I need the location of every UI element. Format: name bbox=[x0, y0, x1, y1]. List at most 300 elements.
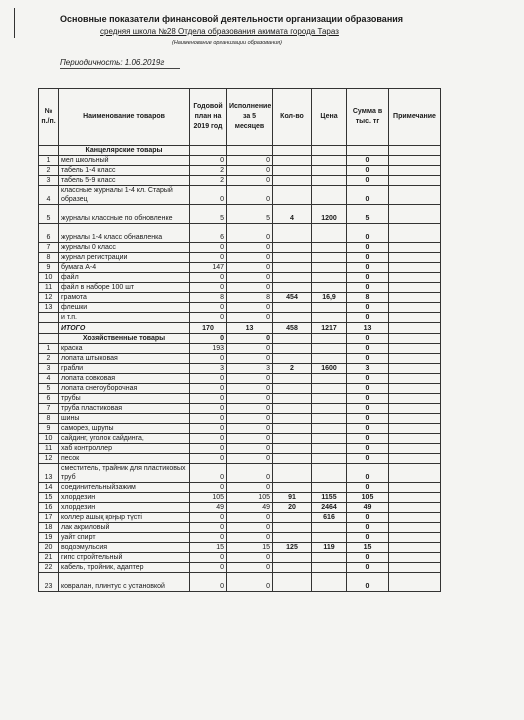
table-row bbox=[39, 483, 441, 493]
row-number: 13 bbox=[39, 303, 59, 313]
row-price bbox=[312, 253, 347, 263]
table-row bbox=[39, 424, 441, 434]
row-price bbox=[312, 563, 347, 573]
row-price bbox=[312, 483, 347, 493]
row-price bbox=[312, 156, 347, 166]
row-price bbox=[312, 573, 347, 592]
row-qty bbox=[273, 384, 312, 394]
row-note bbox=[389, 263, 441, 273]
row-number: 2 bbox=[39, 354, 59, 364]
scan-edge-line bbox=[14, 8, 15, 38]
table-row bbox=[39, 454, 441, 464]
row-plan: 0 bbox=[190, 414, 227, 424]
row-plan: 0 bbox=[190, 563, 227, 573]
row-item-name: журналы классные по обновленке bbox=[59, 205, 190, 224]
table-row bbox=[39, 374, 441, 384]
row-qty: 454 bbox=[273, 293, 312, 303]
total-row bbox=[39, 323, 441, 334]
row-item-name: грамота bbox=[59, 293, 190, 303]
row-sum: 0 bbox=[347, 224, 389, 243]
row-exec: 0 bbox=[227, 394, 273, 404]
row-plan: 0 bbox=[190, 533, 227, 543]
row-price bbox=[312, 166, 347, 176]
row-sum: 49 bbox=[347, 503, 389, 513]
row-note bbox=[389, 166, 441, 176]
row-qty bbox=[273, 374, 312, 384]
row-qty bbox=[273, 354, 312, 364]
row-note bbox=[389, 374, 441, 384]
row-exec: 0 bbox=[227, 404, 273, 414]
row-sum: 0 bbox=[347, 434, 389, 444]
table-row bbox=[39, 176, 441, 186]
row-note bbox=[389, 313, 441, 323]
row-qty bbox=[273, 414, 312, 424]
row-qty bbox=[273, 573, 312, 592]
row-plan: 105 bbox=[190, 493, 227, 503]
table-row bbox=[39, 293, 441, 303]
row-qty bbox=[273, 464, 312, 483]
row-exec: 105 bbox=[227, 493, 273, 503]
row-exec: 0 bbox=[227, 454, 273, 464]
row-exec: 0 bbox=[227, 224, 273, 243]
row-item-name: саморез, шрупы bbox=[59, 424, 190, 434]
col-number: № п./п. bbox=[39, 89, 59, 146]
row-exec: 0 bbox=[227, 303, 273, 313]
row-number: 19 bbox=[39, 533, 59, 543]
row-item-name: флешки bbox=[59, 303, 190, 313]
row-item-name: табель 1-4 класс bbox=[59, 166, 190, 176]
row-item-name: краска bbox=[59, 344, 190, 354]
row-qty: 91 bbox=[273, 493, 312, 503]
organization-name: средняя школа №28 Отдела образования акимата города Тараз bbox=[100, 27, 339, 36]
row-price bbox=[312, 374, 347, 384]
table-row bbox=[39, 313, 441, 323]
row-qty bbox=[273, 313, 312, 323]
table-row bbox=[39, 563, 441, 573]
row-number: 6 bbox=[39, 394, 59, 404]
row-plan: 0 bbox=[190, 186, 227, 205]
row-exec: 0 bbox=[227, 283, 273, 293]
row-sum: 0 bbox=[347, 354, 389, 364]
row-item-name: классные журналы 1-4 кл. Старый образец bbox=[59, 186, 190, 205]
row-number: 10 bbox=[39, 273, 59, 283]
row-exec: 0 bbox=[227, 313, 273, 323]
row-exec: 0 bbox=[227, 344, 273, 354]
row-price: 1155 bbox=[312, 493, 347, 503]
row-number: 9 bbox=[39, 263, 59, 273]
row-exec: 0 bbox=[227, 553, 273, 563]
row-note bbox=[389, 464, 441, 483]
row-item-name: коллер ашық қоңыр түсті bbox=[59, 513, 190, 523]
row-price bbox=[312, 414, 347, 424]
row-number: 1 bbox=[39, 156, 59, 166]
row-number: 8 bbox=[39, 414, 59, 424]
financial-table bbox=[38, 88, 441, 592]
row-exec: 3 bbox=[227, 364, 273, 374]
row-exec: 0 bbox=[227, 464, 273, 483]
row-number: 9 bbox=[39, 424, 59, 434]
section-price bbox=[312, 334, 347, 344]
row-note bbox=[389, 503, 441, 513]
row-item-name: хаб контроллер bbox=[59, 444, 190, 454]
row-note bbox=[389, 553, 441, 563]
row-item-name: песок bbox=[59, 454, 190, 464]
row-sum: 0 bbox=[347, 273, 389, 283]
row-plan: 8 bbox=[190, 293, 227, 303]
row-qty bbox=[273, 273, 312, 283]
row-price: 616 bbox=[312, 513, 347, 523]
row-plan: 49 bbox=[190, 503, 227, 513]
row-plan: 0 bbox=[190, 454, 227, 464]
row-qty bbox=[273, 283, 312, 293]
row-price bbox=[312, 523, 347, 533]
row-item-name: шины bbox=[59, 414, 190, 424]
row-price bbox=[312, 434, 347, 444]
row-note bbox=[389, 205, 441, 224]
total-plan: 170 bbox=[190, 323, 227, 334]
row-price bbox=[312, 553, 347, 563]
row-plan: 0 bbox=[190, 573, 227, 592]
total-label: ИТОГО bbox=[59, 323, 190, 334]
row-note bbox=[389, 364, 441, 374]
row-plan: 0 bbox=[190, 553, 227, 563]
row-exec: 0 bbox=[227, 523, 273, 533]
row-qty bbox=[273, 263, 312, 273]
row-number: 17 bbox=[39, 513, 59, 523]
row-note bbox=[389, 156, 441, 166]
section-number-cell bbox=[39, 334, 59, 344]
total-note bbox=[389, 323, 441, 334]
row-exec: 5 bbox=[227, 205, 273, 224]
row-exec: 0 bbox=[227, 434, 273, 444]
table-row bbox=[39, 553, 441, 563]
table-row bbox=[39, 513, 441, 523]
row-price bbox=[312, 533, 347, 543]
row-number: 1 bbox=[39, 344, 59, 354]
row-number: 20 bbox=[39, 543, 59, 553]
row-sum: 0 bbox=[347, 573, 389, 592]
total-exec: 13 bbox=[227, 323, 273, 334]
table-row bbox=[39, 344, 441, 354]
row-number: 2 bbox=[39, 166, 59, 176]
row-exec: 0 bbox=[227, 263, 273, 273]
row-exec: 0 bbox=[227, 176, 273, 186]
table-row bbox=[39, 283, 441, 293]
row-plan: 0 bbox=[190, 523, 227, 533]
section-title: Хозяйственные товары bbox=[59, 334, 190, 344]
row-plan: 0 bbox=[190, 483, 227, 493]
row-note bbox=[389, 394, 441, 404]
section-note bbox=[389, 146, 441, 156]
row-price bbox=[312, 243, 347, 253]
section-price bbox=[312, 146, 347, 156]
row-item-name: водоэмульсия bbox=[59, 543, 190, 553]
row-number: 10 bbox=[39, 434, 59, 444]
row-note bbox=[389, 354, 441, 364]
row-number: 12 bbox=[39, 293, 59, 303]
row-qty bbox=[273, 523, 312, 533]
row-item-name: лопата штыковая bbox=[59, 354, 190, 364]
row-plan: 0 bbox=[190, 283, 227, 293]
row-qty: 2 bbox=[273, 364, 312, 374]
row-exec: 0 bbox=[227, 513, 273, 523]
row-sum: 0 bbox=[347, 166, 389, 176]
table-row bbox=[39, 533, 441, 543]
row-sum: 0 bbox=[347, 394, 389, 404]
row-sum: 0 bbox=[347, 404, 389, 414]
row-qty bbox=[273, 404, 312, 414]
row-item-name: сместитель, трайник для пластиковых труб bbox=[59, 464, 190, 483]
row-item-name: гипс стройтельный bbox=[59, 553, 190, 563]
row-number bbox=[39, 313, 59, 323]
row-price bbox=[312, 384, 347, 394]
row-number: 5 bbox=[39, 384, 59, 394]
row-item-name: труба пластиковая bbox=[59, 404, 190, 414]
row-qty bbox=[273, 454, 312, 464]
row-sum: 0 bbox=[347, 533, 389, 543]
table-row bbox=[39, 186, 441, 205]
row-number: 14 bbox=[39, 483, 59, 493]
row-plan: 0 bbox=[190, 444, 227, 454]
row-sum: 8 bbox=[347, 293, 389, 303]
row-price: 119 bbox=[312, 543, 347, 553]
table-row bbox=[39, 464, 441, 483]
row-qty: 4 bbox=[273, 205, 312, 224]
row-note bbox=[389, 384, 441, 394]
row-number: 7 bbox=[39, 404, 59, 414]
row-sum: 0 bbox=[347, 263, 389, 273]
table-row bbox=[39, 503, 441, 513]
section-header-row bbox=[39, 146, 441, 156]
row-note bbox=[389, 444, 441, 454]
col-sum: Сумма в тыс. тг bbox=[347, 89, 389, 146]
row-plan: 0 bbox=[190, 374, 227, 384]
row-plan: 0 bbox=[190, 253, 227, 263]
row-price bbox=[312, 224, 347, 243]
row-number: 16 bbox=[39, 503, 59, 513]
row-note bbox=[389, 283, 441, 293]
row-exec: 0 bbox=[227, 424, 273, 434]
row-number: 3 bbox=[39, 176, 59, 186]
row-qty bbox=[273, 176, 312, 186]
row-qty bbox=[273, 224, 312, 243]
row-item-name: бумага А-4 bbox=[59, 263, 190, 273]
section-title: Канцелярские товары bbox=[59, 146, 190, 156]
row-item-name: ковралан, плинтус с установкой bbox=[59, 573, 190, 592]
table-header-row bbox=[39, 89, 441, 146]
table-row bbox=[39, 414, 441, 424]
row-plan: 0 bbox=[190, 156, 227, 166]
row-plan: 2 bbox=[190, 166, 227, 176]
row-item-name: кабель, тройник, адаптер bbox=[59, 563, 190, 573]
row-qty bbox=[273, 513, 312, 523]
row-exec: 0 bbox=[227, 374, 273, 384]
col-execution: Исполнение за 5 месяцев bbox=[227, 89, 273, 146]
row-exec: 0 bbox=[227, 414, 273, 424]
document-title: Основные показатели финансовой деятельности организации образования bbox=[60, 14, 404, 24]
table-row bbox=[39, 573, 441, 592]
row-plan: 0 bbox=[190, 243, 227, 253]
row-qty bbox=[273, 434, 312, 444]
row-price bbox=[312, 354, 347, 364]
row-price bbox=[312, 303, 347, 313]
row-note bbox=[389, 253, 441, 263]
table-row bbox=[39, 384, 441, 394]
row-item-name: табель 5-9 класс bbox=[59, 176, 190, 186]
row-note bbox=[389, 176, 441, 186]
table-row bbox=[39, 404, 441, 414]
row-exec: 0 bbox=[227, 573, 273, 592]
table-row bbox=[39, 394, 441, 404]
row-number: 4 bbox=[39, 374, 59, 384]
row-note bbox=[389, 543, 441, 553]
row-number: 3 bbox=[39, 364, 59, 374]
table-row bbox=[39, 493, 441, 503]
table-row bbox=[39, 364, 441, 374]
table-row bbox=[39, 263, 441, 273]
section-plan bbox=[190, 146, 227, 156]
row-price: 16,9 bbox=[312, 293, 347, 303]
row-sum: 0 bbox=[347, 374, 389, 384]
row-price bbox=[312, 464, 347, 483]
row-sum: 0 bbox=[347, 344, 389, 354]
row-exec: 0 bbox=[227, 273, 273, 283]
row-note bbox=[389, 513, 441, 523]
row-exec: 0 bbox=[227, 563, 273, 573]
row-qty bbox=[273, 394, 312, 404]
table-row bbox=[39, 303, 441, 313]
section-exec: 0 bbox=[227, 334, 273, 344]
row-qty bbox=[273, 156, 312, 166]
row-price: 1200 bbox=[312, 205, 347, 224]
row-exec: 0 bbox=[227, 186, 273, 205]
row-sum: 5 bbox=[347, 205, 389, 224]
row-exec: 0 bbox=[227, 253, 273, 263]
row-exec: 0 bbox=[227, 166, 273, 176]
table-row bbox=[39, 205, 441, 224]
col-item-name: Наименование товаров bbox=[59, 89, 190, 146]
row-price bbox=[312, 186, 347, 205]
row-note bbox=[389, 224, 441, 243]
row-note bbox=[389, 483, 441, 493]
row-item-name: лак акриловый bbox=[59, 523, 190, 533]
row-price bbox=[312, 273, 347, 283]
row-sum: 0 bbox=[347, 156, 389, 166]
row-exec: 0 bbox=[227, 243, 273, 253]
row-qty bbox=[273, 303, 312, 313]
row-qty: 20 bbox=[273, 503, 312, 513]
section-qty bbox=[273, 334, 312, 344]
row-exec: 0 bbox=[227, 384, 273, 394]
row-plan: 2 bbox=[190, 176, 227, 186]
row-sum: 0 bbox=[347, 303, 389, 313]
row-note bbox=[389, 493, 441, 503]
row-number: 11 bbox=[39, 444, 59, 454]
row-note bbox=[389, 243, 441, 253]
col-annual-plan: Годовой план на 2019 год bbox=[190, 89, 227, 146]
row-item-name: файл в наборе 100 шт bbox=[59, 283, 190, 293]
row-plan: 6 bbox=[190, 224, 227, 243]
row-price bbox=[312, 263, 347, 273]
row-sum: 0 bbox=[347, 176, 389, 186]
row-price bbox=[312, 444, 347, 454]
table-row bbox=[39, 444, 441, 454]
section-note bbox=[389, 334, 441, 344]
row-sum: 0 bbox=[347, 414, 389, 424]
row-sum: 0 bbox=[347, 424, 389, 434]
row-exec: 8 bbox=[227, 293, 273, 303]
row-plan: 147 bbox=[190, 263, 227, 273]
table-row bbox=[39, 243, 441, 253]
row-exec: 0 bbox=[227, 444, 273, 454]
row-number: 13 bbox=[39, 464, 59, 483]
row-number: 21 bbox=[39, 553, 59, 563]
row-qty bbox=[273, 553, 312, 563]
row-qty bbox=[273, 424, 312, 434]
row-number: 18 bbox=[39, 523, 59, 533]
row-sum: 0 bbox=[347, 513, 389, 523]
row-note bbox=[389, 533, 441, 543]
section-number-cell bbox=[39, 146, 59, 156]
row-exec: 0 bbox=[227, 483, 273, 493]
row-plan: 0 bbox=[190, 384, 227, 394]
row-sum: 0 bbox=[347, 313, 389, 323]
row-qty bbox=[273, 563, 312, 573]
row-exec: 0 bbox=[227, 354, 273, 364]
row-note bbox=[389, 273, 441, 283]
section-exec bbox=[227, 146, 273, 156]
table-row bbox=[39, 354, 441, 364]
row-plan: 0 bbox=[190, 424, 227, 434]
row-note bbox=[389, 344, 441, 354]
periodicity-underline bbox=[60, 68, 180, 69]
total-number-cell bbox=[39, 323, 59, 334]
row-price bbox=[312, 283, 347, 293]
table-row bbox=[39, 434, 441, 444]
row-plan: 0 bbox=[190, 273, 227, 283]
row-price: 2464 bbox=[312, 503, 347, 513]
row-plan: 0 bbox=[190, 434, 227, 444]
table-row bbox=[39, 166, 441, 176]
row-plan: 193 bbox=[190, 344, 227, 354]
row-plan: 0 bbox=[190, 303, 227, 313]
row-note bbox=[389, 424, 441, 434]
row-price bbox=[312, 344, 347, 354]
row-exec: 15 bbox=[227, 543, 273, 553]
row-item-name: журнал регистрации bbox=[59, 253, 190, 263]
row-plan: 0 bbox=[190, 313, 227, 323]
row-exec: 0 bbox=[227, 156, 273, 166]
row-price bbox=[312, 454, 347, 464]
row-item-name: трубы bbox=[59, 394, 190, 404]
row-plan: 0 bbox=[190, 404, 227, 414]
row-item-name: лопата совковая bbox=[59, 374, 190, 384]
row-price: 1600 bbox=[312, 364, 347, 374]
row-plan: 0 bbox=[190, 394, 227, 404]
col-price: Цена bbox=[312, 89, 347, 146]
section-qty bbox=[273, 146, 312, 156]
row-item-name: грабли bbox=[59, 364, 190, 374]
row-number: 5 bbox=[39, 205, 59, 224]
row-note bbox=[389, 523, 441, 533]
row-note bbox=[389, 303, 441, 313]
row-price bbox=[312, 176, 347, 186]
row-sum: 0 bbox=[347, 186, 389, 205]
row-number: 6 bbox=[39, 224, 59, 243]
total-qty: 458 bbox=[273, 323, 312, 334]
row-item-name: соединительныйзажим bbox=[59, 483, 190, 493]
row-sum: 0 bbox=[347, 523, 389, 533]
